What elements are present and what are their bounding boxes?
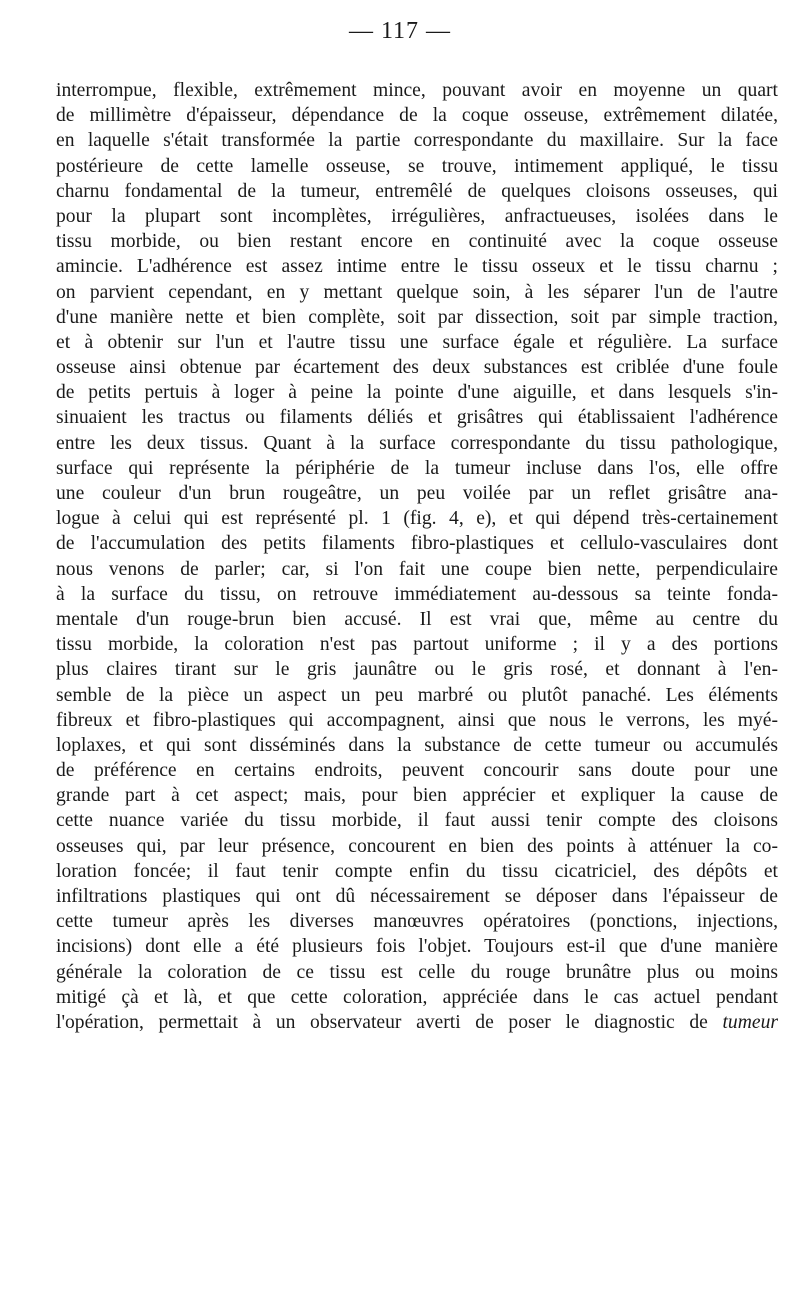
text-line: nous venons de parler; car, si l'on fait une coupe bien nette, perpendiculaire [56,558,778,580]
text-line: en laquelle s'était transformée la partie correspondante du maxillaire. Sur la face [56,130,778,152]
text-line: générale la coloration de ce tissu est celle du rouge brunâtre plus ou moins [56,961,778,983]
text-line: incisions) dont elle a été plusieurs fois l'objet. Toujours est-il que d'une manière [56,936,778,958]
text-line: fibreux et fibro-plastiques qui accompagnent, ainsi que nous le verrons, les myé- [56,709,778,731]
text-line: une couleur d'un brun rougeâtre, un peu voilée par un reflet grisâtre ana- [56,483,778,504]
text-line: postérieure de cette lamelle osseuse, se trouve, intimement appliqué, le tissu [56,155,778,177]
text-line: de millimètre d'épaisseur, dépendance de la coque osseuse, extrêmement dilatée, [56,105,778,127]
text-line: grande part à cet aspect; mais, pour bien apprécier et expliquer la cause de [56,785,778,807]
text-line: interrompue, flexible, extrêmement mince, pouvant avoir en moyenne un quart [56,80,778,101]
text-line: cette nuance variée du tissu morbide, il faut aussi tenir compte des cloisons [56,810,778,832]
text-line: loplaxes, et qui sont disséminés dans la substance de cette tumeur ou accumulés [56,734,778,756]
text-line: entre les deux tissus. Quant à la surface correspondante du tissu pathologique, [56,432,778,454]
page-number: — 117 — [348,18,452,44]
text-line: charnu fondamental de la tumeur, entremêlé de quelques cloisons osseuses, qui [56,180,778,202]
text-line: de petits pertuis à loger à peine la pointe d'une aiguille, et dans lesquels s'in- [56,382,778,404]
text-line: d'une manière nette et bien complète, soit par dissection, soit par simple traction, [56,306,778,328]
text-line: amincie. L'adhérence est assez intime entre le tissu osseux et le tissu charnu ; [56,256,778,278]
text-line: logue à celui qui est représenté pl. 1 (fig. 4, e), et qui dépend très-certainement [56,508,778,530]
text-line: semble de la pièce un aspect un peu marbré ou plutôt panaché. Les éléments [56,684,778,706]
text-line-last-body: l'opération, permettait à un observateur averti de poser le diagnostic de [56,1011,708,1033]
text-line: cette tumeur après les diverses manœuvres opératoires (ponctions, injections, [56,911,778,933]
text-line-last [56,1010,778,1035]
text-line: plus claires tirant sur le gris jaunâtre ou le gris rosé, et donnant à l'en- [56,659,778,681]
body-text [56,78,778,1035]
text-line: osseuses qui, par leur présence, concourent en bien des points à atténuer la co- [56,835,778,857]
text-line: osseuse ainsi obtenue par écartement des deux substances est criblée d'une foule [56,357,778,379]
text-line: de préférence en certains endroits, peuvent concourir sans doute pour une [56,760,778,782]
text-line: surface qui représente la périphérie de la tumeur incluse dans l'os, elle offre [56,457,778,479]
text-line: pour la plupart sont incomplètes, irrégulières, anfractueuses, isolées dans le [56,205,778,227]
text-line: à la surface du tissu, on retrouve immédiatement au-dessous sa teinte fonda- [56,583,778,605]
italic-word: tumeur [722,1011,778,1033]
text-line: sinuaient les tractus ou filaments déliés et grisâtres qui établissaient l'adhérence [56,407,778,429]
text-line: et à obtenir sur l'un et l'autre tissu une surface égale et régulière. La surface [56,331,778,353]
text-line: infiltrations plastiques qui ont dû nécessairement se déposer dans l'épaisseur de [56,886,778,907]
text-line: on parvient cependant, en y mettant quelque soin, à les séparer l'un de l'autre [56,281,778,303]
text-line: tissu morbide, la coloration n'est pas partout uniforme ; il y a des portions [56,634,778,656]
text-line: mitigé çà et là, et que cette coloration, appréciée dans le cas actuel pendant [56,986,778,1008]
text-line: tissu morbide, ou bien restant encore en continuité avec la coque osseuse [56,231,778,253]
text-line: de l'accumulation des petits filaments fibro-plastiques et cellulo-vasculaires dont [56,533,778,555]
text-line: loration foncée; il faut tenir compte enfin du tissu cicatriciel, des dépôts et [56,860,778,882]
text-line: mentale d'un rouge-brun bien accusé. Il est vrai que, même au centre du [56,608,778,630]
